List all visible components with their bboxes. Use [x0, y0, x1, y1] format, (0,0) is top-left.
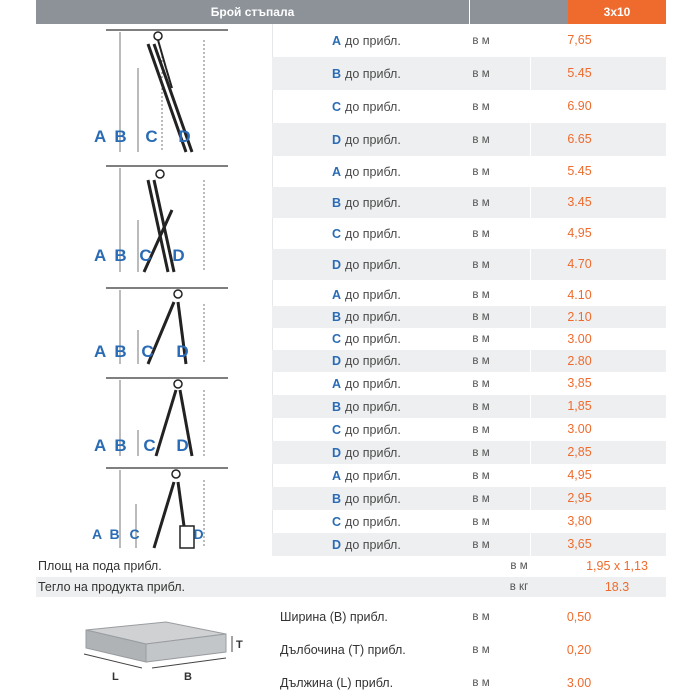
table-row	[272, 24, 666, 57]
depth-unit: в м	[472, 644, 490, 656]
row-value: 4,95	[530, 218, 628, 249]
weight-unit: в кг	[509, 581, 529, 593]
row-value: 4,95	[530, 464, 628, 487]
row-unit: в м	[472, 400, 490, 413]
row-key: C	[332, 514, 342, 529]
diagram-letters-2	[94, 246, 185, 266]
row-suffix: до прибл.	[345, 537, 401, 552]
row-unit: в м	[472, 538, 490, 551]
letter-c: C	[141, 342, 154, 361]
table-row	[272, 441, 666, 464]
row-unit: в м	[472, 446, 490, 459]
length-value: 3.00	[566, 676, 592, 690]
letter-c: C	[139, 246, 152, 265]
row-value: 3.45	[530, 187, 628, 218]
row-unit: в м	[472, 492, 490, 505]
diagram-block-2	[36, 160, 272, 284]
letter-d: D	[176, 436, 189, 455]
row-unit: в м	[472, 227, 490, 240]
row-label	[272, 227, 432, 241]
diagram-letters-5	[92, 526, 204, 542]
row-unit: в м	[472, 515, 490, 528]
row-suffix: до прибл.	[345, 445, 401, 460]
row-value: 6.90	[530, 90, 628, 123]
length-row	[272, 666, 666, 700]
letter-c: C	[129, 526, 140, 542]
row-unit: в м	[472, 333, 490, 345]
letter-d: D	[176, 342, 189, 361]
row-value: 3,80	[530, 510, 628, 533]
row-label	[272, 423, 432, 437]
row-label	[272, 258, 432, 272]
row-unit: в м	[472, 196, 490, 209]
width-value: 0,50	[566, 610, 592, 624]
floor-area-label: Площ на пода прибл.	[38, 559, 162, 573]
dim-letter-l: L	[112, 671, 119, 683]
letter-a: A	[94, 342, 106, 361]
row-key: D	[332, 257, 342, 272]
row-suffix: до прибл.	[345, 33, 401, 48]
row-unit: в м	[472, 34, 490, 47]
row-value: 3.00	[530, 328, 628, 350]
row-value: 7,65	[530, 24, 628, 57]
width-label: Ширина (B) прибл.	[280, 610, 388, 624]
row-label	[272, 400, 432, 414]
row-unit: в м	[472, 165, 490, 178]
letter-a: A	[94, 246, 106, 265]
row-value: 2,95	[530, 487, 628, 510]
depth-row	[272, 634, 666, 666]
dim-letter-t: T	[236, 639, 243, 651]
floor-area-value: 1,95 x 1,13	[586, 559, 648, 573]
row-suffix: до прибл.	[345, 310, 401, 324]
row-value: 4.70	[530, 249, 628, 280]
table-header	[36, 0, 666, 24]
table-row	[272, 90, 666, 123]
table-row	[272, 350, 666, 372]
table-row	[272, 156, 666, 187]
row-key: A	[332, 164, 342, 179]
diagram-letters-4	[94, 436, 189, 456]
row-value: 3.00	[530, 418, 628, 441]
weight-value: 18.3	[604, 580, 630, 594]
row-label	[272, 332, 432, 346]
row-unit: в м	[472, 258, 490, 271]
row-unit: в м	[472, 100, 490, 113]
row-suffix: до прибл.	[345, 66, 401, 81]
dim-letter-b: B	[184, 671, 192, 683]
table-row	[272, 372, 666, 395]
table-row	[272, 123, 666, 156]
letter-a: A	[92, 526, 102, 542]
row-key: D	[332, 354, 342, 368]
diagram-block-5	[36, 464, 272, 554]
row-key: A	[332, 468, 342, 483]
length-label: Дължина (L) прибл.	[280, 676, 394, 690]
row-value: 2.80	[530, 350, 628, 372]
row-unit: в м	[472, 469, 490, 482]
row-value: 2.10	[530, 306, 628, 328]
row-suffix: до прибл.	[345, 354, 401, 368]
row-suffix: до прибл.	[345, 195, 401, 210]
width-row	[272, 600, 666, 634]
row-suffix: до прибл.	[345, 514, 401, 529]
row-label	[272, 310, 432, 324]
row-value: 5.45	[530, 57, 628, 90]
letter-a: A	[94, 127, 106, 146]
table-row	[272, 464, 666, 487]
row-key: A	[332, 33, 342, 48]
row-value: 4.10	[530, 284, 628, 306]
row-label	[272, 67, 432, 81]
row-label	[272, 34, 432, 48]
row-value: 6.65	[530, 123, 628, 156]
row-unit: в м	[472, 311, 490, 323]
floor-area-unit: в м	[510, 560, 528, 572]
depth-value: 0,20	[566, 643, 592, 657]
header-unit-column	[470, 0, 568, 24]
row-unit: в м	[472, 423, 490, 436]
row-label	[272, 288, 432, 302]
diagram-block-4	[36, 374, 272, 462]
letter-b: B	[114, 436, 127, 455]
width-unit: в м	[472, 611, 490, 623]
diagram-block-3	[36, 284, 272, 370]
letter-b: B	[109, 526, 120, 542]
row-label	[272, 165, 432, 179]
depth-label: Дълбочина (T) прибл.	[280, 643, 406, 657]
floor-area-row	[36, 556, 666, 576]
table-row	[272, 533, 666, 556]
row-key: D	[332, 537, 342, 552]
row-value: 2,85	[530, 441, 628, 464]
row-key: A	[332, 376, 342, 391]
header-model: 3x10	[568, 0, 666, 24]
row-key: A	[332, 288, 342, 302]
header-title: Брой стъпала	[36, 0, 470, 24]
row-suffix: до прибл.	[345, 491, 401, 506]
row-suffix: до прибл.	[345, 99, 401, 114]
row-suffix: до прибл.	[345, 288, 401, 302]
table-row	[272, 218, 666, 249]
row-suffix: до прибл.	[345, 376, 401, 391]
table-row	[272, 306, 666, 328]
table-row	[272, 249, 666, 280]
letter-d: D	[172, 246, 185, 265]
row-suffix: до прибл.	[345, 422, 401, 437]
row-value: 1,85	[530, 395, 628, 418]
row-label	[272, 538, 432, 552]
letter-c: C	[145, 127, 158, 146]
row-key: B	[332, 66, 342, 81]
row-value: 3,85	[530, 372, 628, 395]
package-box-icon	[36, 600, 272, 700]
row-label	[272, 196, 432, 210]
row-key: D	[332, 445, 342, 460]
row-label	[272, 377, 432, 391]
diagram-letters-3	[94, 342, 189, 362]
row-key: B	[332, 491, 342, 506]
weight-label: Тегло на продукта прибл.	[38, 580, 185, 594]
row-unit: в м	[472, 355, 490, 367]
row-key: C	[332, 226, 342, 241]
row-key: B	[332, 399, 342, 414]
row-suffix: до прибл.	[345, 132, 401, 147]
row-key: B	[332, 310, 342, 324]
row-key: C	[332, 332, 342, 346]
table-row	[272, 487, 666, 510]
letter-d: D	[178, 127, 191, 146]
row-suffix: до прибл.	[345, 399, 401, 414]
letter-a: A	[94, 436, 106, 455]
length-unit: в м	[472, 677, 490, 689]
row-key: B	[332, 195, 342, 210]
table-row	[272, 418, 666, 441]
row-unit: в м	[472, 133, 490, 146]
row-key: C	[332, 422, 342, 437]
table-row	[272, 395, 666, 418]
row-label	[272, 492, 432, 506]
row-value: 5.45	[530, 156, 628, 187]
row-unit: в м	[472, 67, 490, 80]
row-unit: в м	[472, 289, 490, 301]
letter-d: D	[193, 526, 204, 542]
diagram-block-1	[36, 24, 272, 156]
row-label	[272, 354, 432, 368]
row-key: D	[332, 132, 342, 147]
row-suffix: до прибл.	[345, 468, 401, 483]
dimension-block	[36, 600, 272, 700]
row-label	[272, 100, 432, 114]
table-row	[272, 187, 666, 218]
row-suffix: до прибл.	[345, 226, 401, 241]
row-label	[272, 469, 432, 483]
table-row	[272, 510, 666, 533]
letter-b: B	[114, 127, 127, 146]
row-suffix: до прибл.	[345, 332, 401, 346]
weight-row	[36, 577, 666, 597]
table-row	[272, 328, 666, 350]
table-row	[272, 284, 666, 306]
letter-c: C	[143, 436, 156, 455]
row-key: C	[332, 99, 342, 114]
row-unit: в м	[472, 377, 490, 390]
diagram-letters-1	[94, 127, 191, 147]
row-value: 3,65	[530, 533, 628, 556]
letter-b: B	[114, 246, 127, 265]
row-suffix: до прибл.	[345, 164, 401, 179]
row-label	[272, 515, 432, 529]
table-row	[272, 57, 666, 90]
row-label	[272, 133, 432, 147]
row-label	[272, 446, 432, 460]
row-suffix: до прибл.	[345, 257, 401, 272]
letter-b: B	[114, 342, 127, 361]
